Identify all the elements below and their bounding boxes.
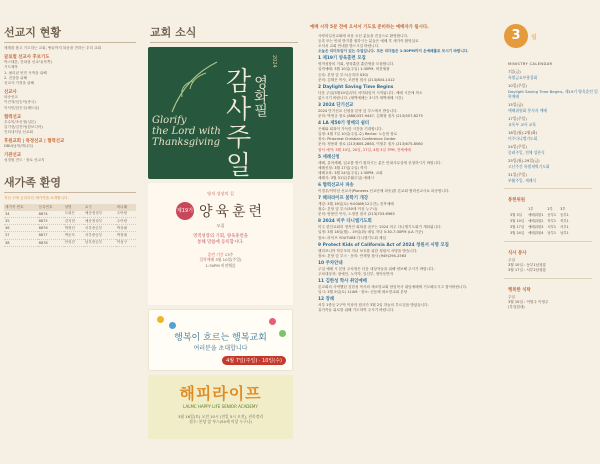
mission-entry: 이석민/한은주(베트남) — [4, 105, 40, 110]
table-row — [508, 224, 571, 230]
welcome-line: 등록 또는 안내 받기를 원하시는 분들은 예배 후 새가족 환영실로 — [318, 39, 419, 44]
calendar-event: 특별금요부흥집회 — [508, 75, 538, 80]
announcement-line: 일정: 4월 7일 10일(주일-수) Rector: 노승현 장로 — [318, 132, 398, 137]
column-header: 비나래 — [116, 204, 136, 211]
new-family-title: 새가족 환영 — [4, 174, 136, 193]
announcement-line: 주차대상자: 장애인, 노약자, 임산부, 영아동반자 — [318, 271, 394, 276]
table-cell: 35 — [4, 218, 38, 225]
table-cell: 주아랑 — [116, 218, 136, 225]
table-cell: 38 — [4, 239, 38, 246]
announcement-item — [318, 85, 496, 101]
announcement-item — [318, 183, 496, 194]
announcement-line: 영적성장의 기회, 양육훈련 훈련생을 모집합니다. — [318, 62, 395, 67]
calendar-item — [508, 83, 598, 99]
table-cell: 북부1 — [560, 218, 569, 223]
table-header-row — [4, 204, 136, 211]
announcement-line: 문의: 정용화 장로 (213)605-2863, 이형우 집사 (213)675-8560 — [318, 142, 423, 147]
poster-title-suffix: 모집 — [216, 223, 225, 228]
calendar-item — [508, 172, 598, 183]
info-value: 13주 — [224, 252, 234, 257]
calendar-date: 17일(주일) — [508, 116, 527, 121]
meal-title: 식사 봉사 — [508, 250, 527, 256]
announcement-line: 세례신청: 3월 17일(주일) 까지 — [318, 165, 368, 170]
poster-info — [148, 252, 293, 268]
announcement-line: 일시: 3월 9일(토) 11AM · 장소: 신동체 새소망교회 본당 — [318, 290, 408, 295]
poster-title-row — [148, 201, 293, 221]
news-section-title: 교회 소식 — [150, 24, 298, 43]
table-cell: 8876 — [38, 225, 64, 232]
mission-group-heading: 선교사 — [4, 90, 17, 96]
announcement-line: 2024 단기선교 신청을 본당 앞 부스에서 받습니다. — [318, 108, 398, 113]
welcome-line: 사랑의일선교회에 처음 오신 분들을 진심으로 환영합니다. — [318, 34, 409, 38]
offering-title: 봉헌위원 — [508, 198, 525, 203]
calendar-date: 25일(월)-29일(금) — [508, 158, 540, 163]
mission-entry: 파송선교 — [4, 95, 18, 100]
announcement-title: 5 세례신청 — [318, 154, 340, 160]
table-cell: 예준정상부 — [84, 218, 116, 225]
announcement-item — [318, 279, 496, 295]
announcement-title: 1 제19기 양육훈련 모집 — [318, 56, 366, 62]
mission-group-heading: 기관선교 — [4, 153, 21, 159]
table-cell: 3월 24일 — [510, 231, 525, 236]
new-family-table — [4, 204, 136, 247]
table-row — [4, 239, 136, 246]
invitation-poster — [148, 309, 293, 371]
offering-table — [508, 205, 571, 236]
mission-entry: 성경원 전도 · 장로 선교지 — [4, 158, 45, 163]
announcement-line: 등록: 본당 앞 부스(등록비 $30) — [318, 72, 369, 77]
calendar-item — [508, 130, 598, 141]
table-cell: 예배위원4 — [528, 231, 544, 236]
mission-entry: DBU(남미/캐나다) — [4, 144, 34, 149]
announcement-line: 장소: Pinecrest Christian Conference Center — [318, 137, 396, 142]
calendar-title: MINISTRY CALENDAR — [508, 62, 553, 66]
table-cell: 서부1 — [547, 225, 557, 230]
calendar-date: 24일(주일) — [508, 144, 527, 149]
table-cell: 박상필 — [116, 225, 136, 232]
announcement-line: 일정: 3월 18일(월) - 19일(화) 매일 저녁 5:30-7:30PM (LA 기준) — [318, 230, 424, 235]
calendar-event: Daylight Saving Time Begins, 제19기 양육훈련 입학예배 — [508, 89, 598, 99]
announcement-line: 장소: 본당 앞 부스 · 문의: 안재형 집사 (949)294-2563 — [318, 253, 407, 258]
column-header: 1부 — [528, 206, 534, 211]
announcement-line: 본교회의 사역했던 김한성 목사의 새소망교회 담임목사 취임예배에 기도해주시고 참석바랍니다. — [318, 285, 468, 289]
poster-description: 영적성장의 기회, 양육훈련을 통해 말씀에 동록합시다. — [192, 234, 249, 245]
announcement-line: 개강: 3월 16일(토) 9:00AM(12주간), 친목예배 — [318, 202, 394, 207]
table-cell: 주아랑 — [116, 211, 136, 218]
table-cell: 3월 3일 — [510, 212, 522, 217]
announcement-item — [318, 219, 496, 240]
fellowship-line: 주일 — [508, 294, 515, 299]
poster-title: 양육훈련 — [198, 204, 266, 220]
announcement-title: 8 2024 미주 다니엘기도회 — [318, 219, 372, 225]
column-header: 2부 — [547, 206, 553, 211]
table-row — [4, 225, 136, 232]
column-header: 교구 — [84, 204, 116, 211]
calendar-date: 7일(금) — [508, 69, 521, 74]
month-header — [504, 24, 598, 48]
announcement-item — [318, 261, 496, 277]
info-label: 훈련 기간 — [207, 252, 224, 257]
poster-title: 해피라이프 — [179, 384, 262, 403]
announcement-line: 세례, 유아세례, 입교를 받기 원하시는 분은 안내사무실에 신청하시기 바랍니다. — [318, 160, 442, 165]
announcement-title: 10 주차안내 — [318, 260, 343, 266]
table-cell: 남부중등부 — [84, 239, 116, 246]
calendar-item — [508, 144, 598, 155]
table-cell: 서부중등부 — [84, 232, 116, 239]
announcement-line: 캘리포니아 학부모의 자녀 보호를 위한 청원서 서명을 받습니다. — [318, 248, 418, 253]
discipleship-poster — [148, 183, 293, 305]
table-cell: 안성진 — [64, 239, 84, 246]
poster-subtitle: 여러분을 초대합니다 — [193, 345, 248, 352]
mission-subtitle: 글로벌 선교사 후보기도 — [4, 55, 50, 61]
announcement-item — [318, 297, 496, 313]
table-row — [4, 211, 136, 218]
announcement-title: 7 해피라이프 봄학기 개강 — [318, 196, 369, 202]
table-cell: 37 — [4, 232, 38, 239]
table-row — [4, 232, 136, 239]
calendar-event: 고난주간 특별새벽기도회 — [508, 164, 550, 169]
divider — [504, 278, 592, 279]
announcements-column — [300, 24, 496, 313]
table-row — [508, 211, 571, 217]
announcement-line: 문의: 김태은 목사, 조현정 집사 (213)804-1412 — [318, 77, 395, 82]
poster-date-badge: 4월 7일(주일) · 10일(수) — [222, 356, 286, 365]
announcement-title: 3 2024 단기선교 — [318, 102, 354, 108]
leader-meeting-note: 오늘은 리더모임이 있는 주일입니다. 모든 리더들은 1:30PM까지 온예배홀로 모시기 바랍니다. — [318, 49, 469, 54]
poster-details: 3월 16일(토) 오전 10시 (전일 5시 오전), 친목정리 접수: 본당 앞 부스(50세 이상 누구나) — [177, 414, 264, 424]
poster-subtitle: LALMC HAPPY LIFE SENIOR ACADEMY — [183, 404, 258, 409]
table-cell: 예준정상부 — [84, 211, 116, 218]
announcement-line: 주일 예배 시 본당 주차장은 다음 대상자들을 위해 양보해 주시기 바랍니다. — [318, 266, 435, 271]
table-cell: 8877 — [38, 232, 64, 239]
calendar-item — [508, 102, 598, 113]
table-cell: 예배위원3 — [528, 225, 544, 230]
announcement-item — [318, 243, 496, 259]
announcement-line: 문의: 양용민 목사, 노정현 집사 (213)703-6963 — [318, 212, 395, 217]
announcement-title: 11 김한성 학사 취임예배 — [318, 279, 367, 284]
mission-column — [4, 24, 136, 247]
mission-entry: 이진혁/임승이(중국) — [4, 100, 36, 105]
announcement-line: 은혜와 회복이 가득한 시간을 기대합니다. — [318, 127, 383, 132]
announcement-line: 없으시기 바랍니다. (새벽예배는 3시가 새벽예배 시간) — [318, 95, 403, 100]
calendar-date: 10일(주일) — [508, 83, 527, 88]
thanksgiving-poster — [148, 47, 293, 179]
calendar-date: 18일(월)-2월(화) — [508, 130, 538, 135]
mission-intro: 세계를 품고 기도하는 교회, 땅끝까지 복음을 전하는 우리 교회 — [4, 46, 102, 50]
table-cell: 박정필 — [116, 232, 136, 239]
calendar-event: 미주다니엘기도회 — [508, 136, 538, 141]
announcement-title: 4 LA 제50기 영매의 쉼터 — [318, 121, 370, 127]
meal-line: 3월 17일 : 서부2남청룡 — [508, 267, 547, 272]
announcement-line: 문의: 박명규 장로 (888)337-9447, 김태형 집사 (213)507-8275 — [318, 114, 423, 119]
calendar-event: 예배위원회 봉사자 예배 — [508, 108, 548, 113]
info-value: 3월 10일(주일) — [215, 257, 242, 263]
announcement-line: 다음 주일(3월10일)부터 서머타임이 시작됩니다. 예배 시간에 착오 — [318, 90, 423, 95]
poster-main-title: 감사주일 — [221, 67, 251, 179]
cohort-badge: 제19기 — [176, 202, 194, 220]
mission-line: 선교사 가정을 위해 — [4, 80, 35, 85]
table-cell: 동부1 — [560, 212, 569, 217]
mission-section-title: 선교지 현황 — [4, 24, 136, 43]
table-cell: 예배위원1 — [528, 212, 544, 217]
announcement-line: 입학예배: 3월 10일(주일) 1:30PM, 비전채플 — [318, 67, 390, 72]
month-number: 3 — [504, 24, 528, 48]
announcement-line: 세례교육: 3월 24일(주일) 1:30PM, 교회 — [318, 170, 383, 175]
table-row — [508, 230, 571, 236]
table-cell: 8875 — [38, 218, 64, 225]
table-row — [4, 218, 136, 225]
announcement-line: 접수: 본당 앞 부스(50세 이상 누구나) — [318, 207, 378, 212]
column-header: 새가족 번호 — [4, 204, 38, 211]
news-column — [138, 24, 298, 439]
table-cell: 36 — [4, 225, 38, 232]
column-header: 성명 — [64, 204, 84, 211]
table-cell: 동부1 — [547, 212, 557, 217]
announcement-item — [318, 103, 496, 119]
announcement-item — [318, 196, 496, 217]
table-cell: 박정신 — [64, 225, 84, 232]
calendar-event: 교육부 교사 교육 — [508, 122, 537, 127]
mission-group-heading: 협력선교 — [4, 114, 21, 120]
announcements-body — [318, 34, 496, 313]
announcement-line: 장소: 라이브 YOUTUBE 다니엘기도회 채널 — [318, 235, 386, 240]
calendar-column — [498, 24, 598, 310]
divider — [504, 241, 592, 242]
mission-group-heading: 후원교회 | 특정선교 | 협력선교 — [4, 139, 65, 145]
welcome-text — [318, 34, 496, 54]
announcement-item — [318, 56, 496, 82]
announcement-title: 9 Protect Kids of California Act of 2024 청원서 서명 모집 — [318, 242, 449, 248]
mission-line: 박스태본, 전희형 선교사(북쪽) — [4, 60, 52, 65]
new-family-intro: 지난 주에 등록하신 새가족을 소개합니다. — [4, 195, 69, 200]
calendar-item — [508, 116, 598, 127]
mission-line: 기도제목 — [4, 65, 18, 70]
table-cell: 도희은 — [64, 211, 84, 218]
calendar-event: 종려주일, 전체 성찬식 — [508, 150, 545, 155]
welcome-line: 오셔서 교회 안내를 받으시길 바랍니다. — [318, 44, 380, 49]
table-cell: 박준모 — [64, 232, 84, 239]
announcement-highlight: 참석 예약: 3월 10일, 20일, 27일, 4월 3일 7PM, 전체예배 — [318, 147, 411, 152]
poster-kicker: 영적 성장의 길 — [207, 191, 234, 196]
happy-life-poster — [148, 375, 293, 439]
table-cell: 남부1 — [560, 231, 569, 236]
calendar-event: 부활주일, 세례식 — [508, 178, 537, 183]
announcement-list — [318, 56, 496, 313]
worship-note: 예배 시작 5분 전에 오셔서 기도로 준비하는 예배자가 됩시다. — [310, 25, 429, 30]
announcement-item — [318, 155, 496, 181]
leaf-icon — [162, 57, 222, 117]
info-label: 입학예배 — [199, 257, 215, 263]
divider — [504, 188, 592, 189]
month-word: 월 — [531, 33, 537, 41]
announcement-title: 12 장례 — [318, 297, 335, 303]
calendar-item — [508, 158, 598, 169]
table-cell: 3월 17일 — [510, 225, 525, 230]
column-header: 등록번호 — [38, 204, 64, 211]
announcement-line: 서부 1중등 2구역 이상학 집사가 3월 2일 하늘의 부르심을 받았습니다. — [318, 303, 429, 308]
announcement-title: 6 협력선교사 파송 — [318, 182, 354, 188]
table-cell: 8878 — [38, 239, 64, 246]
mission-entry: 김기현/김진아(캄보디아) — [4, 124, 43, 129]
announcement-line: 세례식: 3월 31일(부활주일) 예배시 — [318, 175, 374, 180]
calendar-date: 31일(주일) — [508, 172, 527, 177]
fellowship-line: 3월 10일 : 이명주 이영주 — [508, 299, 549, 304]
info-value: 1:30PM 비전채플 — [205, 262, 236, 268]
poster-title: 행복이 흐르는 행복교회 — [174, 333, 267, 343]
poster-english-title: Glorify the Lord with Thanksgiving — [152, 115, 221, 148]
table-cell: 남부1 — [547, 231, 557, 236]
mission-entry: 우수미/조신정(일본) — [4, 119, 36, 124]
calendar-list — [498, 69, 598, 183]
table-cell: 예배위원2 — [528, 218, 544, 223]
announcement-item — [318, 121, 496, 152]
fellowship-line: (부엌집대) — [508, 304, 525, 309]
poster-sub-title: 영화필 — [252, 75, 268, 117]
calendar-date: 15일(금) — [508, 102, 524, 107]
table-row — [508, 217, 571, 223]
calendar-item — [508, 69, 598, 80]
table-cell: 34 — [4, 211, 38, 218]
table-cell: 3월 10일 — [510, 218, 525, 223]
column-header: 3부 — [560, 206, 566, 211]
table-cell: 김지현 — [64, 218, 84, 225]
table-cell: 서부중등부 — [84, 225, 116, 232]
announcement-line: 미주 한인교회의 영적인 회복을 꿈꾸는 2024 미주 다니엘기도회가 개최됩니다. — [318, 225, 442, 230]
table-cell: 8874 — [38, 211, 64, 218]
table-fellowship-title: 행복한 식탁 — [508, 287, 531, 293]
table-cell: 서부1 — [560, 225, 569, 230]
announcement-line: 유가족들 위로를 위해 기도하여 주시기 바랍니다. — [318, 308, 395, 313]
poster-year: 2024 — [271, 55, 277, 68]
mission-line: 2. 건강을 위해 — [4, 75, 28, 80]
table-cell: 여성구 — [116, 239, 136, 246]
announcement-title: 2 Daylight Saving Time Begins — [318, 84, 394, 90]
announcement-line: 이경우/이미선 선교사(Pioneers 선교단체 파송)를 본교회 협력선교사로 파송합니다. — [318, 188, 450, 193]
meal-line: 주일 — [508, 257, 515, 262]
meal-line: 3월 10일 : 동부1남청룡 — [508, 262, 547, 267]
table-cell: 북부1 — [547, 218, 557, 223]
mission-line: 1. 필리핀 빈민 사역을 위해 — [4, 70, 47, 75]
mission-entry: 인터내셔널 선교회 — [4, 130, 33, 135]
